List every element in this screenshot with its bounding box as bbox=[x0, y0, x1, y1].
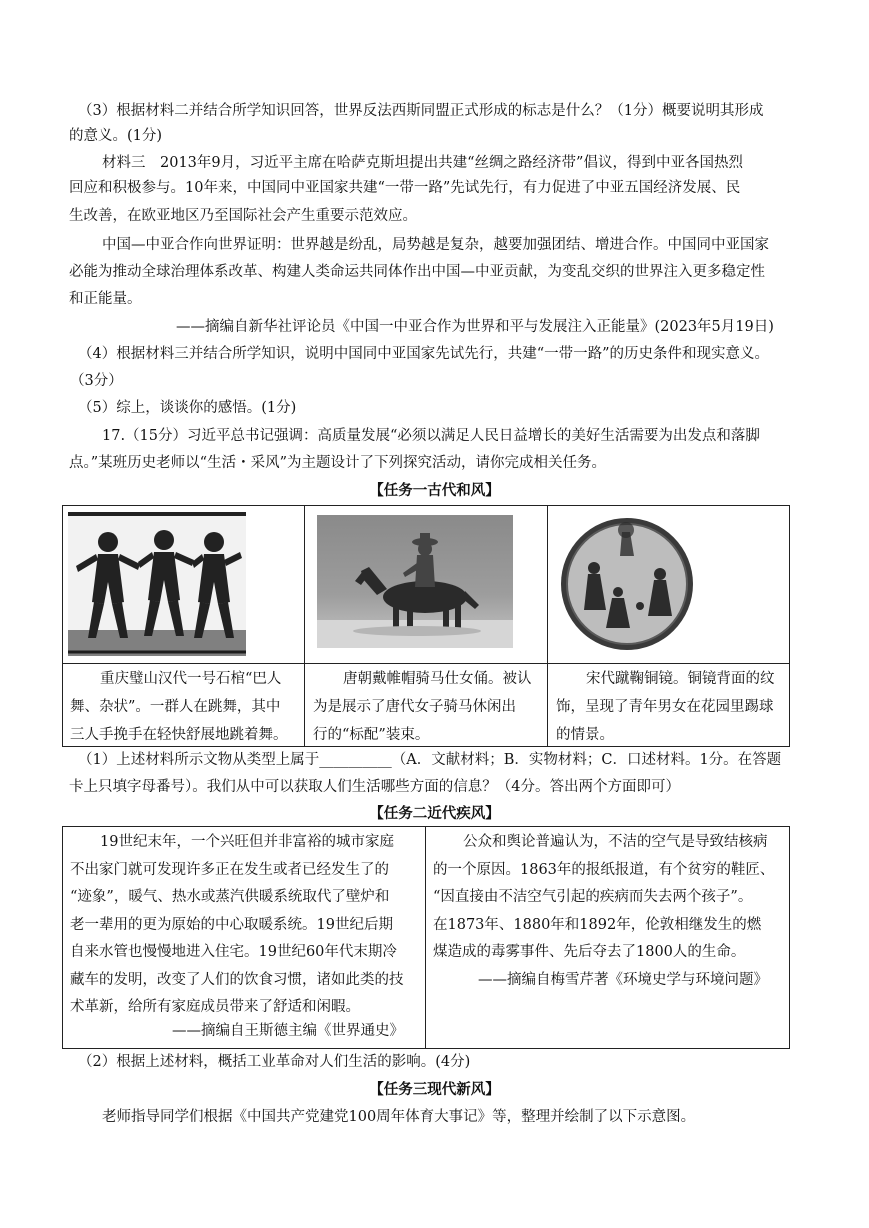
excerpt-line: 公众和舆论普遍认为，不洁的空气是导致结核病 bbox=[463, 834, 768, 850]
question-3-line-1: （3）根据材料二并结合所学知识回答，世界反法西斯同盟正式形成的标志是什么？（1分）概要说明其形成 bbox=[78, 103, 764, 119]
material-3b-line-3: 和正能量。 bbox=[69, 291, 142, 307]
relief-caption bbox=[70, 666, 288, 749]
task-3-description: 老师指导同学们根据《中国共产党建党100周年体育大事记》等，整理并绘制了以下示意图。 bbox=[102, 1109, 696, 1125]
question-17-line-2: 点。”某班历史老师以“生活・采风”为主题设计了下列探究活动，请你完成相关任务。 bbox=[69, 455, 606, 471]
material-3-source: ——摘编自新华社评论员《中国一中亚合作为世界和平与发展注入正能量》(2023年5月19日) bbox=[176, 319, 774, 335]
caption-line: 唐朝戴帷帽骑马仕女俑。被认 bbox=[343, 671, 532, 687]
excerpt-line: 的一个原因。1863年的报纸报道，有个贫穷的鞋匠、 bbox=[433, 861, 775, 878]
excerpt-line: 自来水管也慢慢地进入住宅。19世纪60年代末期冷 bbox=[70, 944, 397, 960]
question-4-line-1: （4）根据材料三并结合所学知识，说明中国同中亚国家先试先行，共建“一带一路”的历史条件和现实意义。 bbox=[78, 346, 770, 362]
excerpt-line: 19世纪末年，一个兴旺但并非富裕的城市家庭 bbox=[100, 834, 394, 850]
world-history-source: ——摘编自王斯德主编《世界通史》 bbox=[172, 1023, 404, 1039]
sub-question-1-line-2: 卡上只填字母番号）。我们从中可以获取人们生活哪些方面的信息？（4分。答出两个方面即可） bbox=[69, 779, 680, 795]
caption-line: 为是展示了唐代女子骑马休闲出 bbox=[313, 698, 516, 715]
material-3-line-2: 回应和积极参与。10年来，中国同中亚国家共建“一带一路”先试先行，有力促进了中亚五国经济发展、民 bbox=[69, 180, 741, 196]
table-divider bbox=[304, 505, 305, 747]
caption-line: 重庆璧山汉代一号石棺“巴人 bbox=[100, 671, 282, 687]
material-3-line-1: 材料三 2013年9月，习近平主席在哈萨克斯坦提出共建“丝绸之路经济带”倡议，得到中亚各国热烈 bbox=[102, 155, 743, 171]
table-divider bbox=[62, 663, 790, 664]
caption-line: 的情景。 bbox=[556, 726, 614, 743]
caption-line: 舞、杂状”。一群人在跳舞，其中 bbox=[70, 698, 281, 715]
task-3-title: 【任务三现代新风】 bbox=[369, 1081, 500, 1098]
environment-history-source: ——摘编自梅雪芹著《环境史学与环境问题》 bbox=[478, 972, 768, 988]
world-history-excerpt bbox=[70, 829, 404, 1022]
caption-line: 宋代蹴鞠铜镜。铜镜背面的纹 bbox=[586, 671, 775, 687]
question-17-line-1: 17.（15分）习近平总书记强调：高质量发展“必须以满足人民日益增长的美好生活需要为出发点和落脚 bbox=[102, 428, 760, 444]
table-divider bbox=[425, 826, 426, 1049]
caption-line: 饰，呈现了青年男女在花园里踢球 bbox=[556, 698, 774, 715]
sub-question-1-line-1: （1）上述材料所示文物从类型上属于__________（A．文献材料；B．实物材料；C．口述材料。1分。在答题 bbox=[78, 752, 782, 768]
excerpt-line: “迹象”，暖气、热水或蒸汽供暖系统取代了壁炉和 bbox=[70, 889, 390, 905]
question-4-line-2: （3分） bbox=[70, 373, 123, 389]
excerpt-line: 在1873年、1880年和1892年，伦敦相继发生的燃 bbox=[433, 916, 762, 933]
mirror-caption bbox=[556, 666, 775, 749]
material-3-line-3: 生改善，在欧亚地区乃至国际社会产生重要示范效应。 bbox=[69, 208, 417, 224]
excerpt-line: 不出家门就可发现许多正在发生或者已经发生了的 bbox=[70, 861, 389, 878]
excerpt-line: 煤造成的毒雾事件、先后夺去了1800人的生命。 bbox=[433, 944, 746, 960]
material-3b-line-1: 中国—中亚合作向世界证明：世界越是纷乱，局势越是复杂，越要加强团结、增进合作。中国同中亚国家 bbox=[102, 237, 769, 253]
question-5: （5）综上，谈谈你的感悟。(1分) bbox=[78, 400, 297, 416]
sub-question-2: （2）根据上述材料，概括工业革命对人们生活的影响。(4分) bbox=[78, 1054, 471, 1070]
task-2-title: 【任务二近代疾风】 bbox=[369, 805, 500, 822]
excerpt-line: 老一辈用的更为原始的中心取暖系统。19世纪后期 bbox=[70, 916, 393, 933]
table-divider bbox=[547, 505, 548, 747]
caption-line: 三人手挽手在轻快舒展地跳着舞。 bbox=[70, 726, 288, 743]
horse-rider-caption bbox=[313, 666, 532, 749]
excerpt-line: “因直接由不洁空气引起的疾病而失去两个孩子”。 bbox=[433, 889, 753, 905]
task-1-title: 【任务一古代和风】 bbox=[369, 482, 500, 499]
tang-horse-rider-figurine-image bbox=[317, 515, 513, 648]
environment-history-excerpt bbox=[433, 829, 774, 967]
ba-dance-relief-image bbox=[68, 512, 246, 656]
excerpt-line: 藏车的发明，改变了人们的饮食习惯，诸如此类的技 bbox=[70, 971, 404, 988]
excerpt-line: 术革新，给所有家庭成员带来了舒适和闲暇。 bbox=[70, 999, 360, 1015]
question-3-line-2: 的意义。(1分) bbox=[69, 128, 163, 144]
material-3b-line-2: 必能为推动全球治理体系改革、构建人类命运共同体作出中国—中亚贡献，为变乱交织的世界注入更多稳定性 bbox=[69, 264, 765, 280]
song-cuju-bronze-mirror-image bbox=[560, 510, 695, 658]
caption-line: 行的“标配”装束。 bbox=[313, 726, 430, 743]
